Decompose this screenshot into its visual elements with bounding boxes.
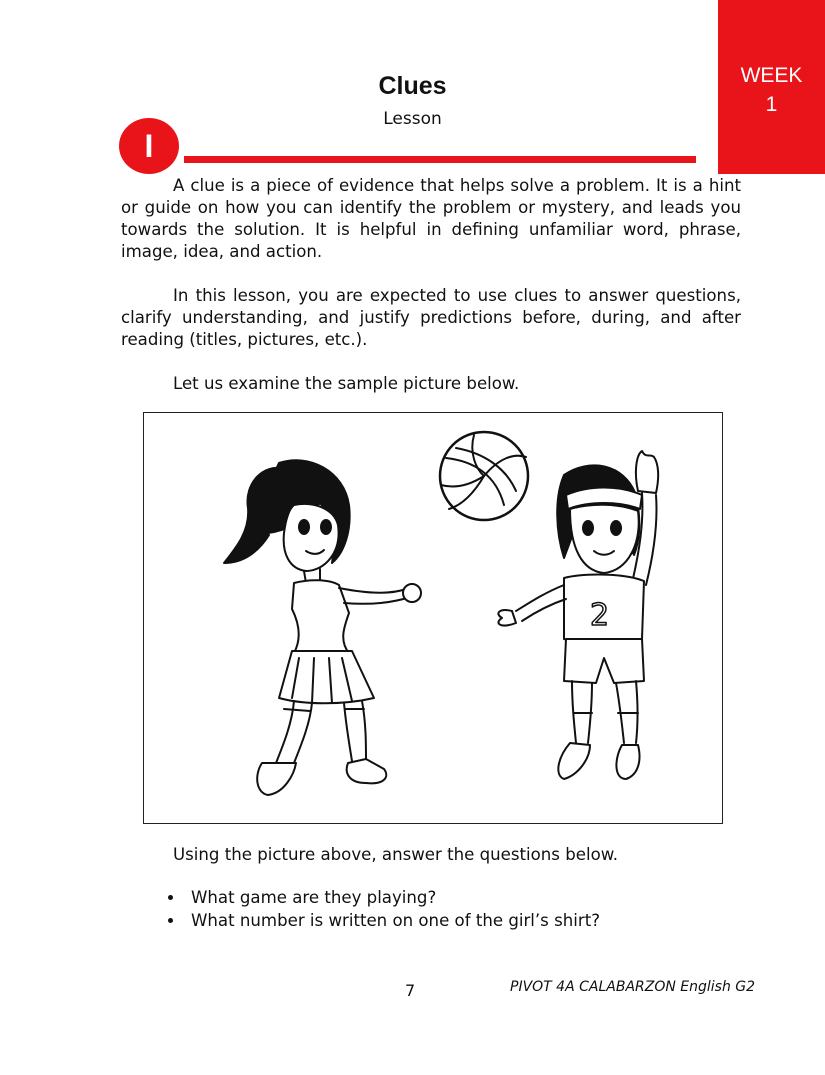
bullet-icon <box>168 918 173 923</box>
week-number: 1 <box>765 93 778 116</box>
header-divider <box>184 156 696 163</box>
sample-picture <box>143 412 723 824</box>
page-subtitle: Lesson <box>383 109 442 129</box>
question-instruction: Using the picture above, answer the questions below. <box>173 845 619 864</box>
question-list <box>160 886 600 932</box>
bullet-icon <box>168 895 173 900</box>
intro-paragraph: A clue is a piece of evidence that helps solve a problem. It is a hint or guide on how you can identify the problem or mystery, and leads you towards the solution. It is helpful in defining unfamiliar word, phrase, image, idea, and action. <box>121 176 741 261</box>
picture-prompt: Let us examine the sample picture below. <box>173 374 520 393</box>
footer-source: PIVOT 4A CALABARZON English G2 <box>510 979 756 995</box>
page-number: 7 <box>405 981 416 1000</box>
jersey-number: 2 <box>590 598 610 633</box>
girl-right-illustration <box>498 451 658 779</box>
list-item: What number is written on one of the girl’s shirt? <box>160 909 600 932</box>
list-item: What game are they playing? <box>160 886 600 909</box>
objective-paragraph: In this lesson, you are expected to use clues to answer questions, clarify understanding, and justify predictions before, during, and after reading (titles, pictures, etc.). <box>121 286 741 349</box>
volleyball-icon <box>440 432 528 520</box>
girl-left-illustration <box>224 460 421 795</box>
page-title: Clues <box>378 72 447 100</box>
section-badge: I <box>119 118 179 174</box>
week-label: WEEK <box>740 64 803 87</box>
